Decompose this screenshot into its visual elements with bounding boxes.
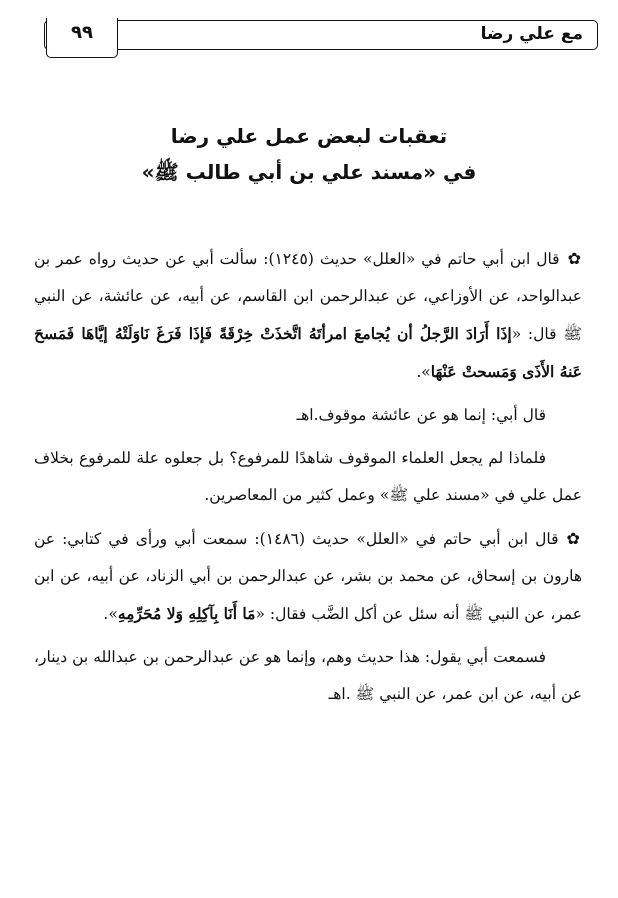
paragraph-4-text: قال ابن أبي حاتم في «العلل» حديث (١٤٨٦): سمعت أبي ورأى في كتابي: عن هارون بن إسحاق، عن محمد بن بشر، عن عبدالرحمن بن أبي الزناد، عن أبيه، عن ابن عمر، عن النبي ﷺ أنه سئل عن أكل الضَّب فقال: « <box>34 530 582 623</box>
hadith-text-2: مَا أَنَا بِآكِلِهِ وَلا مُحَرِّمِهِ <box>117 604 256 623</box>
page-number: ٩٩ <box>71 22 93 43</box>
flower-ornament-icon: ✿ <box>566 529 583 548</box>
page-number-tab <box>46 18 118 58</box>
paragraph-1-text: قال ابن أبي حاتم في «العلل» حديث (١٢٤٥): سألت أبي عن حديث رواه عمر بن عبدالواحد، عن الأوزاعي، عن عبدالرحمن ابن القاسم، عن أبيه، عن عائشة، عن النبي ﷺ قال: « <box>34 250 582 343</box>
section-title: تعقبات لبعض عمل علي رضا <box>170 124 448 148</box>
paragraph-1 <box>34 240 582 391</box>
paragraph-4 <box>34 520 582 633</box>
hadith-text-1: إذَا أَرَادَ الرَّجلُ أن يُجامعَ امرأتَهُ اتَّخذَتْ خِرْقَةً فَإذَا فَرَغَ نَاوَلَتْهُ إيَّاهَا فَمَسحَ عَنهُ الأَذَى وَمَسحتْ عَنْهَا <box>34 324 582 381</box>
flower-ornament-icon: ✿ <box>567 249 582 268</box>
paragraph-1-end: ». <box>416 363 431 381</box>
paragraph-5: فسمعت أبي يقول: هذا حديث وهم، وإنما هو عن عبدالرحمن بن عبدالله بن دينار، عن أبيه، عن ابن عمر، عن النبي ﷺ .اهـ <box>34 648 582 703</box>
paragraph-2: قال أبي: إنما هو عن عائشة موقوف.اهـ <box>296 406 546 424</box>
paragraph-3: فلماذا لم يجعل العلماء الموقوف شاهدًا للمرفوع؟ بل جعلوه علة للمرفوع بخلاف عمل علي في «مسند علي ﷺ» وعمل كثير من المعاصرين. <box>34 449 582 504</box>
body-text <box>34 240 582 719</box>
paragraph-4-end: ». <box>103 605 118 623</box>
running-header-title: مع علي رضا <box>480 24 583 44</box>
running-header <box>44 20 598 50</box>
section-subtitle: في «مسند علي بن أبي طالب ﷺ» <box>141 160 477 184</box>
